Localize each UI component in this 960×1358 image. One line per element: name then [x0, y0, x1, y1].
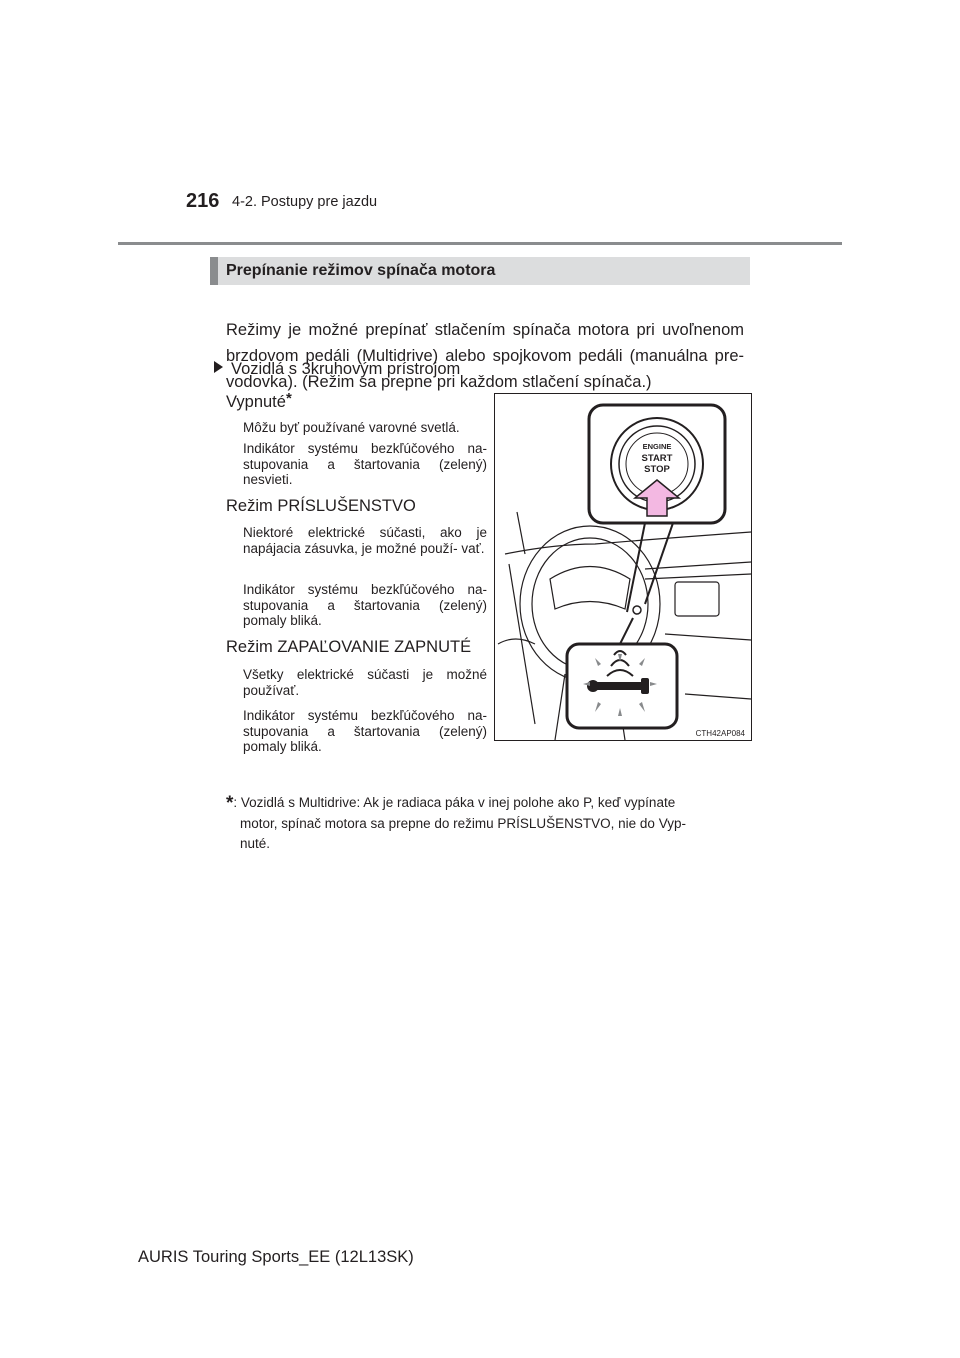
vehicle-variant: [214, 360, 460, 379]
triangle-bullet-icon: [214, 361, 223, 373]
subheading-title: Prepínanie režimov spínača motora: [226, 262, 496, 279]
mode-title-ignition-on: Režim ZAPAĽOVANIE ZAPNUTÉ: [226, 638, 472, 656]
footnote-line: nuté.: [240, 836, 271, 851]
intro-line: brzdovom pedáli (Multidrive) alebo spojkovom pedáli (manuálna pre-: [226, 347, 744, 365]
mode-desc-off-1: Môžu byť používané varovné svetlá.: [243, 420, 460, 435]
mode-title-off: Vypnuté*: [226, 390, 292, 411]
mode-desc-off-2: Indikátor systému bezkľúčového na- stupovania a štartovania (zelený) nesvieti.: [243, 441, 487, 487]
section-label: 4-2. Postupy pre jazdu: [232, 194, 378, 210]
page-number: 216: [186, 190, 220, 212]
footnote-marker: *: [226, 793, 234, 814]
mode-desc-ignition-2: Indikátor systému bezkľúčového na- stupovania a štartovania (zelený) pomaly bliká.: [243, 708, 487, 754]
button-label-start: START: [641, 453, 673, 464]
footnote-line: *: Vozidlá s Multidrive: Ak je radiaca páka v inej polohe ako P, keď vypínate: [226, 793, 676, 814]
intro-line: vodovka). (Režim sa prepne pri každom stlačení spínača.): [226, 373, 652, 391]
vehicle-variant-label: Vozidlá s 3kruhovým prístrojom: [231, 360, 461, 378]
button-label-stop: STOP: [644, 464, 670, 475]
footnote-line: motor, spínač motora sa prepne do režimu PRÍSLUŠENSTVO, nie do Vyp-: [240, 816, 686, 831]
button-label-engine: ENGINE: [642, 442, 672, 451]
footer-document-code: AURIS Touring Sports_EE (12L13SK): [138, 1248, 414, 1266]
engine-switch-illustration: [494, 393, 752, 741]
mode-desc-accessory-1: Niektoré elektrické súčasti, ako je napájacia zásuvka, je možné použí- vať.: [243, 525, 487, 556]
intro-line: Režimy je možné prepínať stlačením spínača motora pri uvoľnenom: [226, 321, 744, 339]
footnote-marker: *: [285, 390, 292, 407]
header-rule: [118, 242, 842, 245]
illustration-svg: [495, 394, 751, 740]
footnote: [226, 793, 744, 854]
subheading-accent: [210, 257, 218, 285]
illustration-code: CTH42AP084: [695, 729, 745, 738]
mode-title-accessory: Režim PRÍSLUŠENSTVO: [226, 497, 416, 515]
mode-desc-ignition-1: Všetky elektrické súčasti je možné používať.: [243, 667, 487, 698]
subheading-bar: [210, 257, 750, 285]
intro-paragraph: [226, 317, 744, 395]
mode-desc-accessory-2: Indikátor systému bezkľúčového na- stupovania a štartovania (zelený) pomaly bliká.: [243, 582, 487, 628]
